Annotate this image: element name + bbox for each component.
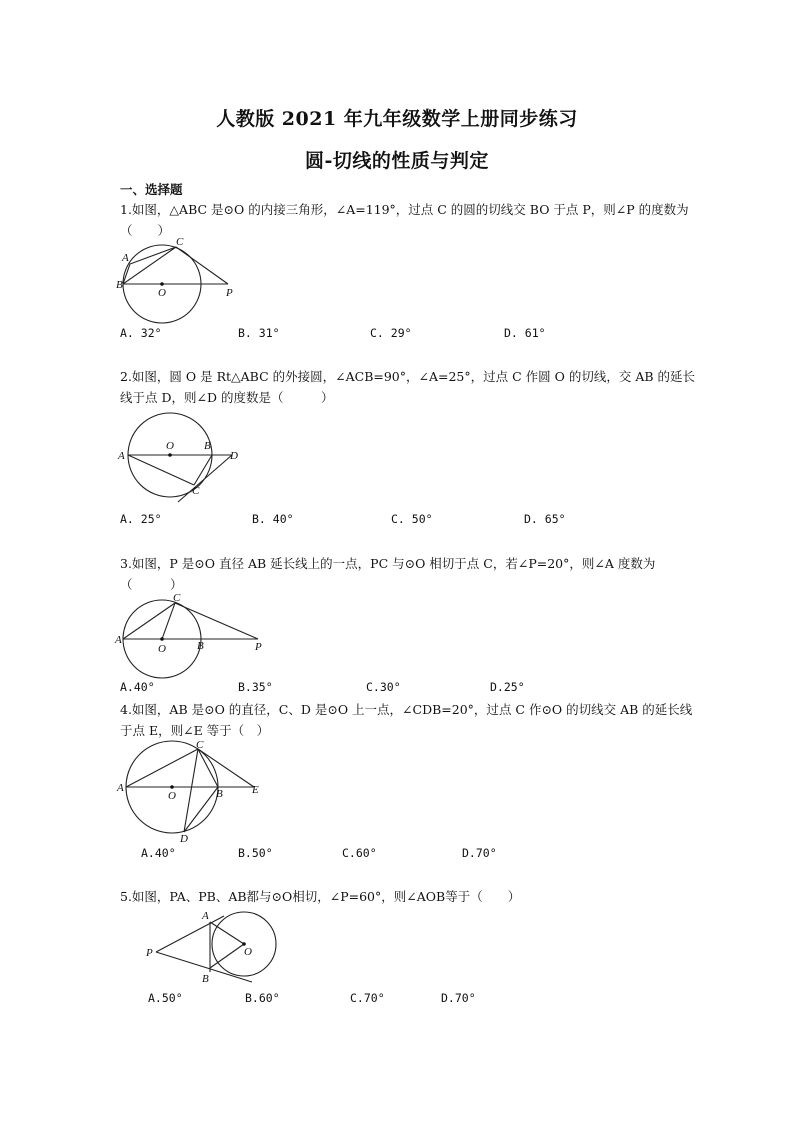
question-4-text: 4.如图，AB 是⊙O 的直径，C、D 是⊙O 上一点，∠CDB=20°，过点 C 作⊙O 的切线交 AB 的延长线于点 E，则∠E 等于（ ） (120, 702, 693, 738)
q1-option-d[interactable]: D. 61° (504, 326, 546, 340)
q1-label-p: P (226, 287, 233, 299)
q2-option-a[interactable]: A. 25° (120, 512, 162, 526)
question-1-text: 1.如图，△ABC 是⊙O 的内接三角形，∠A=119°，过点 C 的圆的切线交 BO 于点 P，则∠P 的度数为（ ） (120, 202, 689, 238)
q3-label-b: B (197, 640, 204, 652)
q4-line-db (184, 787, 218, 832)
q5-line-ao (210, 922, 244, 944)
q1-option-b[interactable]: B. 31° (238, 326, 280, 340)
q1-label-c: C (176, 236, 184, 248)
q4-option-b[interactable]: B.50° (238, 846, 273, 860)
question-3-text: 3.如图，P 是⊙O 直径 AB 延长线上的一点，PC 与⊙O 相切于点 C，若∠P=20°，则∠A 度数为（ ） (120, 556, 656, 592)
q3-label-c: C (173, 592, 181, 604)
question-2-text: 2.如图，圆 O 是 Rt△ABC 的外接圆，∠ACB=90°，∠A=25°，过点 C 作圆 O 的切线，交 AB 的延长线于点 D，则∠D 的度数是（ ） (120, 369, 696, 405)
q2-option-d[interactable]: D. 65° (524, 512, 566, 526)
question-5-text: 5.如图，PA、PB、AB都与⊙O相切，∠P=60°，则∠AOB等于（ ） (120, 889, 521, 904)
q5-label-p: P (146, 947, 153, 959)
q4-label-b: B (216, 788, 223, 800)
q3-option-a[interactable]: A.40° (120, 680, 155, 694)
q4-line-cd (184, 749, 198, 832)
q3-line-ac (123, 603, 175, 639)
q1-center-dot (160, 282, 164, 286)
question-5-figure (140, 910, 290, 990)
q1-option-a[interactable]: A. 32° (120, 326, 162, 340)
q2-label-a: A (118, 450, 125, 462)
q2-center-dot (168, 453, 172, 457)
q4-label-a: A (117, 782, 124, 794)
q3-line-oc (162, 603, 175, 639)
q2-line-ac (128, 455, 194, 485)
q1-tangent-cp (176, 247, 228, 284)
q2-option-b[interactable]: B. 40° (252, 512, 294, 526)
q5-option-a[interactable]: A.50° (148, 991, 183, 1005)
q5-line-bo (210, 944, 244, 968)
question-4-figure (118, 738, 268, 843)
q4-option-a[interactable]: A.40° (141, 846, 176, 860)
q2-tangent (178, 455, 232, 502)
q4-label-c: C (196, 739, 204, 751)
q3-option-c[interactable]: C.30° (366, 680, 401, 694)
q4-center-dot (170, 785, 174, 789)
q1-label-o: O (158, 287, 166, 299)
q4-label-e: E (252, 784, 259, 796)
q3-option-d[interactable]: D.25° (490, 680, 525, 694)
page-subtitle: 圆-切线的性质与判定 (305, 150, 489, 172)
q3-option-b[interactable]: B.35° (238, 680, 273, 694)
question-1-figure (116, 236, 248, 320)
q3-label-o: O (158, 643, 166, 655)
q2-label-b: B (204, 440, 211, 452)
q2-label-o: O (166, 440, 174, 452)
q5-label-b: B (202, 973, 209, 985)
q2-label-c: C (192, 485, 200, 497)
q1-label-a: A (122, 252, 129, 264)
q1-triangle (123, 247, 176, 284)
q4-option-c[interactable]: C.60° (342, 846, 377, 860)
q5-option-b[interactable]: B.60° (245, 991, 280, 1005)
section-heading: 一、选择题 (120, 182, 183, 197)
q3-label-p: P (255, 641, 262, 653)
q5-option-d[interactable]: D.70° (441, 991, 476, 1005)
q5-label-a: A (202, 910, 209, 922)
question-2-figure (118, 410, 248, 505)
q4-label-d: D (180, 833, 188, 845)
q4-label-o: O (168, 790, 176, 802)
q1-label-b: B (116, 279, 123, 291)
q4-tangent-ce (198, 749, 254, 787)
q4-line-cb (198, 749, 218, 787)
q2-label-d: D (230, 450, 238, 462)
q5-option-c[interactable]: C.70° (350, 991, 385, 1005)
q3-tangent-cp (175, 603, 258, 639)
q1-option-c[interactable]: C. 29° (370, 326, 412, 340)
q2-option-c[interactable]: C. 50° (391, 512, 433, 526)
q3-label-a: A (115, 634, 122, 646)
q5-label-o: O (244, 946, 252, 958)
q4-option-d[interactable]: D.70° (462, 846, 497, 860)
q3-center-dot (160, 637, 164, 641)
q4-line-ac (126, 749, 198, 787)
question-3-figure (115, 592, 268, 679)
page-title: 人教版 2021 年九年级数学上册同步练习 (216, 108, 578, 130)
